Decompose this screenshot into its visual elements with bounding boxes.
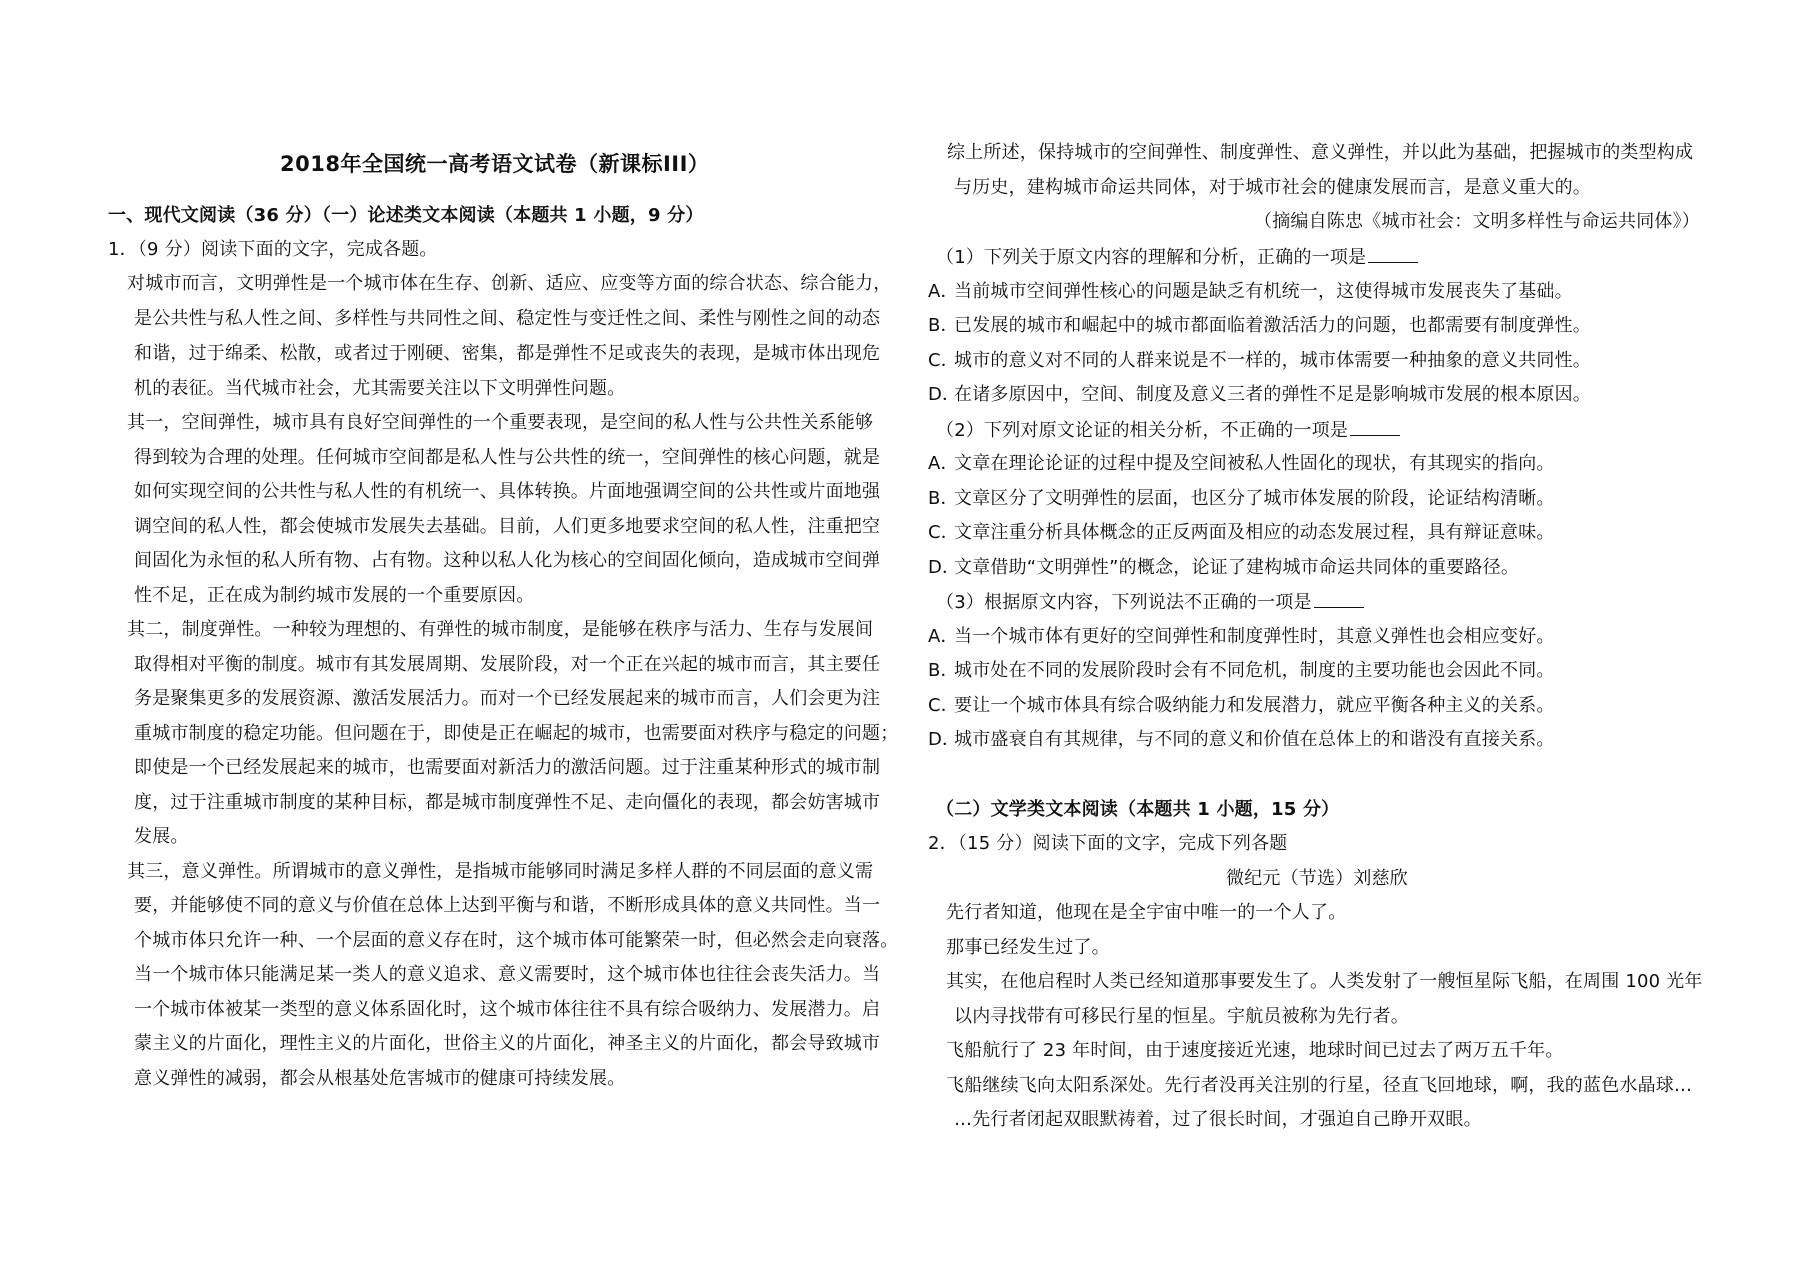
passage-line: 是公共性与私人性之间、多样性与共同性之间、稳定性与变迁性之间、柔性与刚性之间的动态 — [134, 308, 881, 329]
option-letter: B． — [928, 660, 959, 681]
passage-line: 其二，制度弹性。一种较为理想的、有弹性的城市制度，是能够在秩序与活力、生存与发展间 — [127, 619, 874, 640]
passage-line: 其一，空间弹性，城市具有良好空间弹性的一个重要表现，是空间的私人性与公共性关系能够 — [127, 412, 874, 433]
option-letter: D． — [928, 729, 961, 750]
option-2c[interactable] — [928, 520, 1555, 546]
option-letter: C． — [928, 350, 959, 371]
option-text: 城市的意义对不同的人群来说是不一样的，城市体需要一种抽象的意义共同性。 — [954, 350, 1591, 371]
source-citation: （摘编自陈忠《城市社会：文明多样性与命运共同体》） — [1254, 211, 1700, 232]
sub-question-2-stem — [936, 417, 1400, 444]
passage-line: 重城市制度的稳定功能。但问题在于，即使是正在崛起的城市，也需要面对秩序与稳定的问题； — [134, 723, 899, 744]
passage-line: 取得相对平衡的制度。城市有其发展周期、发展阶段，对一个正在兴起的城市而言，其主要任 — [134, 654, 881, 675]
question-2-intro: 2．（15 分）阅读下面的文字，完成下列各题 — [928, 833, 1288, 854]
option-letter: D． — [928, 384, 961, 405]
sub-question-1-text: （1）下列关于原文内容的理解和分析，正确的一项是 — [936, 247, 1367, 268]
sub-question-3-stem — [936, 589, 1364, 616]
passage-line: 意义弹性的减弱，都会从根基处危害城市的健康可持续发展。 — [134, 1068, 626, 1089]
story-title: 微纪元（节选）刘慈欣 — [1226, 868, 1408, 889]
option-text: 文章区分了文明弹性的层面，也区分了城市体发展的阶段，论证结构清晰。 — [954, 488, 1555, 509]
passage-line: 度，过于注重城市制度的某种目标，都是城市制度弹性不足、走向僵化的表现，都会妨害城市 — [134, 792, 881, 813]
option-letter: C． — [928, 695, 959, 716]
option-letter: A． — [928, 626, 959, 647]
passage-line: 务是聚集更多的发展资源、激活发展活力。而对一个已经发展起来的城市而言，人们会更为注 — [134, 688, 881, 709]
story-line: 以内寻找带有可移民行星的恒星。宇航员被称为先行者。 — [954, 1006, 1409, 1027]
passage-line: 间固化为永恒的私人所有物、占有物。这种以私人化为核心的空间固化倾向，造成城市空间弹 — [134, 550, 881, 571]
passage-line: 蒙主义的片面化，理性主义的片面化，世俗主义的片面化，神圣主义的片面化，都会导致城市 — [134, 1033, 881, 1054]
option-1b[interactable] — [928, 313, 1591, 339]
option-letter: C． — [928, 522, 959, 543]
passage-line: 要，并能够使不同的意义与价值在总体上达到平衡与和谐，不断形成具体的意义共同性。当一 — [134, 895, 881, 916]
page-title: 2018年全国统一高考语文试卷（新课标III） — [280, 152, 710, 176]
option-3d[interactable] — [928, 727, 1555, 753]
option-3c[interactable] — [928, 693, 1555, 719]
question-1-intro: 1．（9 分）阅读下面的文字，完成各题。 — [108, 239, 438, 260]
answer-blank[interactable] — [1350, 417, 1400, 436]
sub-question-2-text: （2）下列对原文论证的相关分析，不正确的一项是 — [936, 420, 1349, 441]
option-1c[interactable] — [928, 348, 1591, 374]
answer-blank[interactable] — [1368, 244, 1418, 263]
option-letter: B． — [928, 315, 959, 336]
sub-question-1-stem — [936, 244, 1418, 271]
option-1a[interactable] — [928, 279, 1573, 305]
option-text: 当前城市空间弹性核心的问题是缺乏有机统一，这使得城市发展丧失了基础。 — [954, 281, 1573, 302]
passage-line: 机的表征。当代城市社会，尤其需要关注以下文明弹性问题。 — [134, 378, 626, 399]
conclusion-line: 与历史，建构城市命运共同体，对于城市社会的健康发展而言，是意义重大的。 — [954, 177, 1591, 198]
passage-line: 个城市体只允许一种、一个层面的意义存在时，这个城市体可能繁荣一时，但必然会走向衰落。 — [134, 930, 899, 951]
passage-line: 即使是一个已经发展起来的城市，也需要面对新活力的激活问题。过于注重某种形式的城市制 — [134, 757, 881, 778]
passage-line: 一个城市体被某一类型的意义体系固化时，这个城市体往往不具有综合吸纳力、发展潜力。启 — [134, 999, 881, 1020]
option-2d[interactable] — [928, 555, 1519, 581]
option-letter: A． — [928, 281, 959, 302]
option-letter: A． — [928, 453, 959, 474]
passage-line: 其三，意义弹性。所谓城市的意义弹性，是指城市能够同时满足多样人群的不同层面的意义需 — [127, 861, 874, 882]
story-line: 那事已经发生过了。 — [946, 937, 1110, 958]
option-text: 已发展的城市和崛起中的城市都面临着激活活力的问题，也都需要有制度弹性。 — [954, 315, 1591, 336]
option-text: 在诸多原因中，空间、制度及意义三者的弹性不足是影响城市发展的根本原因。 — [954, 384, 1591, 405]
passage-line: 性不足，正在成为制约城市发展的一个重要原因。 — [134, 585, 535, 606]
option-text: 城市处在不同的发展阶段时会有不同危机，制度的主要功能也会因此不同。 — [954, 660, 1555, 681]
option-text: 文章借助“文明弹性”的概念，论证了建构城市命运共同体的重要路径。 — [954, 557, 1520, 578]
option-1d[interactable] — [928, 382, 1591, 408]
option-2a[interactable] — [928, 451, 1555, 477]
option-2b[interactable] — [928, 486, 1555, 512]
passage-line: 当一个城市体只能满足某一类人的意义追求、意义需要时，这个城市体也往往会丧失活力。当 — [134, 964, 881, 985]
option-text: 城市盛衰自有其规律，与不同的意义和价值在总体上的和谐没有直接关系。 — [954, 729, 1555, 750]
passage-line: 和谐，过于绵柔、松散，或者过于刚硬、密集，都是弹性不足或丧失的表现，是城市体出现危 — [134, 343, 881, 364]
option-letter: B． — [928, 488, 959, 509]
section-2-heading: （二）文学类文本阅读（本题共 1 小题，15 分） — [936, 799, 1340, 820]
passage-line: 发展。 — [134, 826, 189, 847]
sub-question-3-text: （3）根据原文内容，下列说法不正确的一项是 — [936, 592, 1312, 613]
story-line: 其实，在他启程时人类已经知道那事要发生了。人类发射了一艘恒星际飞船，在周围 100 光年 — [946, 971, 1703, 992]
section-1-heading: 一、现代文阅读（36 分）（一）论述类文本阅读（本题共 1 小题，9 分） — [108, 205, 704, 226]
story-line: 飞船航行了 23 年时间，由于速度接近光速，地球时间已过去了两万五千年。 — [946, 1040, 1564, 1061]
option-3b[interactable] — [928, 658, 1555, 684]
passage-line: 如何实现空间的公共性与私人性的有机统一、具体转换。片面地强调空间的公共性或片面地强 — [134, 481, 881, 502]
story-line: 先行者知道，他现在是全宇宙中唯一的一个人了。 — [946, 902, 1347, 923]
story-line: 飞船继续飞向太阳系深处。先行者没再关注别的行星，径直飞回地球，啊，我的蓝色水晶球… — [946, 1075, 1693, 1096]
story-line: …先行者闭起双眼默祷着，过了很长时间，才强迫自己睁开双眼。 — [954, 1109, 1482, 1130]
answer-blank[interactable] — [1314, 589, 1364, 608]
conclusion-line: 综上所述，保持城市的空间弹性、制度弹性、意义弹性，并以此为基础，把握城市的类型构成 — [947, 142, 1694, 163]
passage-line: 对城市而言，文明弹性是一个城市体在生存、创新、适应、应变等方面的综合状态、综合能力， — [127, 273, 892, 294]
passage-line: 得到较为合理的处理。任何城市空间都是私人性与公共性的统一，空间弹性的核心问题，就是 — [134, 447, 881, 468]
option-3a[interactable] — [928, 624, 1555, 650]
option-text: 当一个城市体有更好的空间弹性和制度弹性时，其意义弹性也会相应变好。 — [954, 626, 1555, 647]
option-text: 文章在理论论证的过程中提及空间被私人性固化的现状，有其现实的指向。 — [954, 453, 1555, 474]
option-text: 要让一个城市体具有综合吸纳能力和发展潜力，就应平衡各种主义的关系。 — [954, 695, 1555, 716]
passage-line: 调空间的私人性，都会使城市发展失去基础。目前，人们更多地要求空间的私人性，注重把空 — [134, 516, 881, 537]
option-letter: D． — [928, 557, 961, 578]
option-text: 文章注重分析具体概念的正反两面及相应的动态发展过程，具有辩证意味。 — [954, 522, 1555, 543]
